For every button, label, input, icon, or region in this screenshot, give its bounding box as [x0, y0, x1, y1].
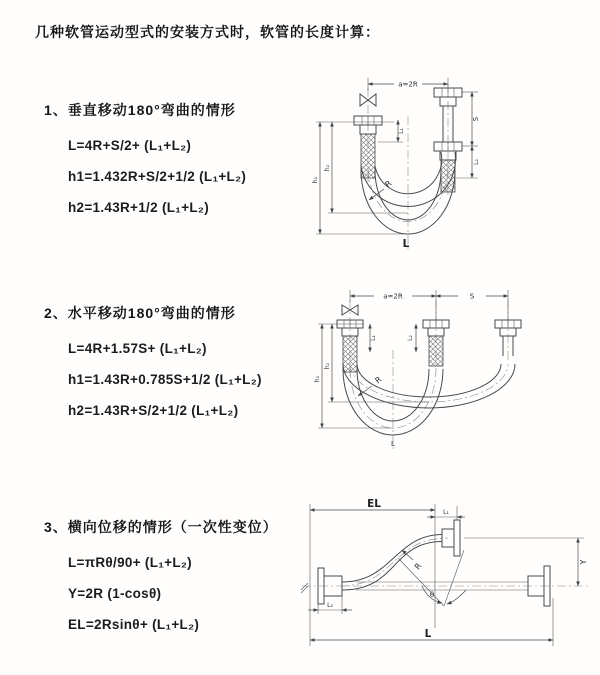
section-2 [44, 303, 262, 426]
diagram-vertical-180-bend [306, 70, 521, 260]
dimension-width-a2r [368, 78, 448, 91]
dimension-l-bottom [310, 598, 553, 646]
fitting-middle [423, 320, 449, 366]
pipe-break-mark [301, 583, 308, 593]
section-1 [44, 100, 246, 223]
dimension-width-a2r [350, 290, 436, 320]
section-3-formulas [68, 547, 278, 640]
dimension-l1 [370, 324, 377, 352]
dimension-h1 [312, 122, 408, 234]
svg-text:h₂: h₂ [324, 164, 331, 172]
dimension-el [310, 498, 435, 646]
formula-line: L=4R+1.57S+ (L₁+L₂) [68, 341, 207, 356]
hose-u-curves [343, 364, 515, 435]
page-title: 几种软管运动型式的安装方式时，软管的长度计算： [35, 24, 380, 40]
svg-text:L₁: L₁ [370, 335, 377, 341]
ghost-straight-pipe [356, 566, 550, 606]
svg-text:h₁: h₁ [314, 375, 321, 383]
section-1-heading: 1、垂直移动180°弯曲的情形 [44, 102, 236, 118]
formula-line: h1=1.432R+S/2+1/2 (L₁+L₂) [68, 169, 247, 184]
hose-s-curve [340, 535, 448, 591]
formula-line: EL=2Rsinθ+ (L₁+L₂) [68, 617, 200, 632]
svg-text:EL: EL [367, 498, 381, 510]
svg-text:S: S [472, 116, 480, 122]
svg-text:h₂: h₂ [324, 362, 331, 370]
upper-flange [442, 520, 460, 556]
svg-text:Y: Y [579, 559, 588, 565]
centerlines [368, 84, 448, 252]
diagram-lateral-displacement [296, 498, 596, 663]
svg-text:a=2R: a=2R [383, 292, 403, 301]
length-label: L [391, 440, 395, 448]
section-2-heading: 2、水平移动180°弯曲的情形 [44, 305, 236, 321]
formula-line: h2=1.43R+1/2 (L₁+L₂) [68, 200, 210, 215]
svg-text:θ: θ [429, 591, 435, 599]
svg-text:L₁: L₁ [443, 509, 449, 516]
section-2-formulas [68, 333, 262, 426]
formula-line: L=4R+S/2+ (L₁+L₂) [68, 138, 192, 153]
svg-text:L₂: L₂ [473, 159, 480, 165]
angle-theta [398, 550, 466, 606]
dimension-l2-left [308, 596, 352, 614]
length-label: L [402, 238, 410, 250]
svg-text:L₂: L₂ [407, 335, 414, 341]
svg-text:h₁: h₁ [312, 176, 319, 184]
hose-braid-hatch [429, 336, 443, 366]
diagram-horizontal-180-bend [308, 284, 548, 469]
section-3 [44, 517, 278, 640]
section-1-formulas [68, 130, 246, 223]
svg-text:R: R [373, 374, 384, 386]
svg-text:S: S [469, 292, 475, 301]
formula-line: h1=1.43R+0.785S+1/2 (L₁+L₂) [68, 372, 262, 387]
formula-line: h2=1.43R+S/2+1/2 (L₁+L₂) [68, 403, 239, 418]
radius-callout [369, 179, 394, 200]
svg-text:L: L [424, 628, 432, 640]
svg-text:a=2R: a=2R [398, 80, 418, 89]
dimension-l1-top [427, 506, 465, 520]
formula-line: Y=2R (1-cosθ) [68, 586, 162, 601]
svg-text:R: R [412, 561, 424, 572]
dimension-l2 [407, 324, 416, 352]
radius-callout [358, 375, 384, 396]
section-3-heading: 3、横向位移的情形（一次性变位） [44, 519, 278, 535]
svg-text:L₂: L₂ [327, 602, 333, 609]
dimension-stroke-s [436, 290, 508, 320]
dimension-s-right [456, 92, 480, 178]
svg-text:R: R [383, 178, 394, 190]
dimension-y [464, 538, 588, 586]
formula-line: L=πRθ/90+ (L₁+L₂) [68, 555, 192, 570]
svg-text:L₁: L₁ [398, 128, 405, 134]
radius-callout [402, 550, 424, 571]
